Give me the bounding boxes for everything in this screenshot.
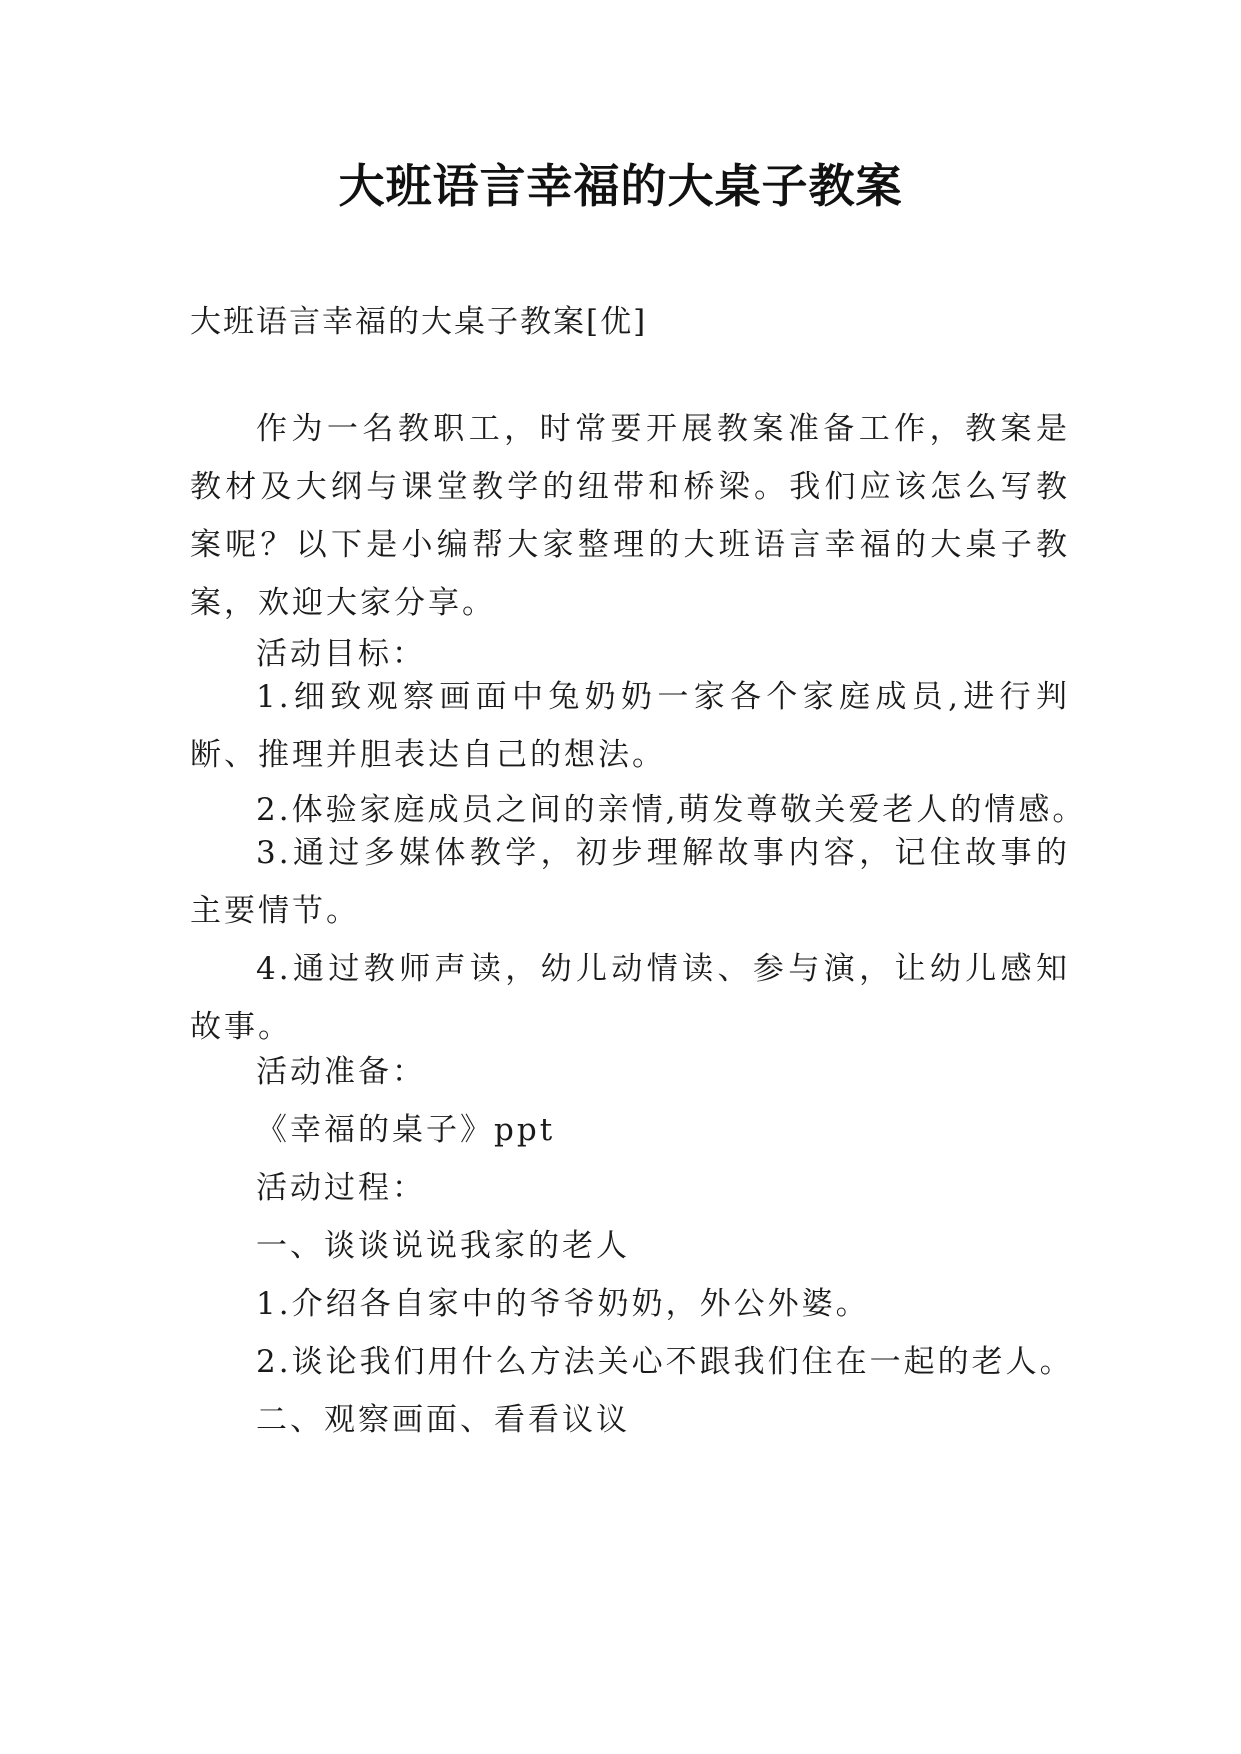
- goal-item-2: 2.体验家庭成员之间的亲情,萌发尊敬关爱老人的情感。: [256, 792, 1087, 828]
- step-2-heading: 二、观察画面、看看议议: [256, 1402, 630, 1438]
- step-1-item-1: 1.介绍各自家中的爷爷奶奶，外公外婆。: [256, 1286, 870, 1322]
- prep-heading: 活动准备：: [256, 1054, 426, 1090]
- goal-item-4: 4.通过教师声读，幼儿动情读、参与演，让幼儿感知故事。: [190, 951, 1070, 1045]
- step-1-heading: 一、谈谈说说我家的老人: [256, 1228, 630, 1264]
- intro-paragraph: 作为一名教职工，时常要开展教案准备工作，教案是教材及大纲与课堂教学的纽带和桥梁。我们应该怎么写教案呢？以下是小编帮大家整理的大班语言幸福的大桌子教案，欢迎大家分享。: [190, 411, 1070, 621]
- process-heading: 活动过程：: [256, 1170, 426, 1206]
- goals-heading: 活动目标：: [256, 636, 426, 672]
- goal-item-3: 3.通过多媒体教学，初步理解故事内容，记住故事的主要情节。: [190, 835, 1070, 929]
- prep-item: 《幸福的桌子》ppt: [256, 1112, 556, 1148]
- document-title: 大班语言幸福的大桌子教案: [338, 159, 903, 213]
- goal-item-1: 1.细致观察画面中兔奶奶一家各个家庭成员,进行判断、推理并胆表达自己的想法。: [190, 679, 1070, 773]
- step-1-item-2: 2.谈论我们用什么方法关心不跟我们住在一起的老人。: [256, 1344, 1074, 1380]
- document-subtitle: 大班语言幸福的大桌子教案[优]: [190, 304, 648, 340]
